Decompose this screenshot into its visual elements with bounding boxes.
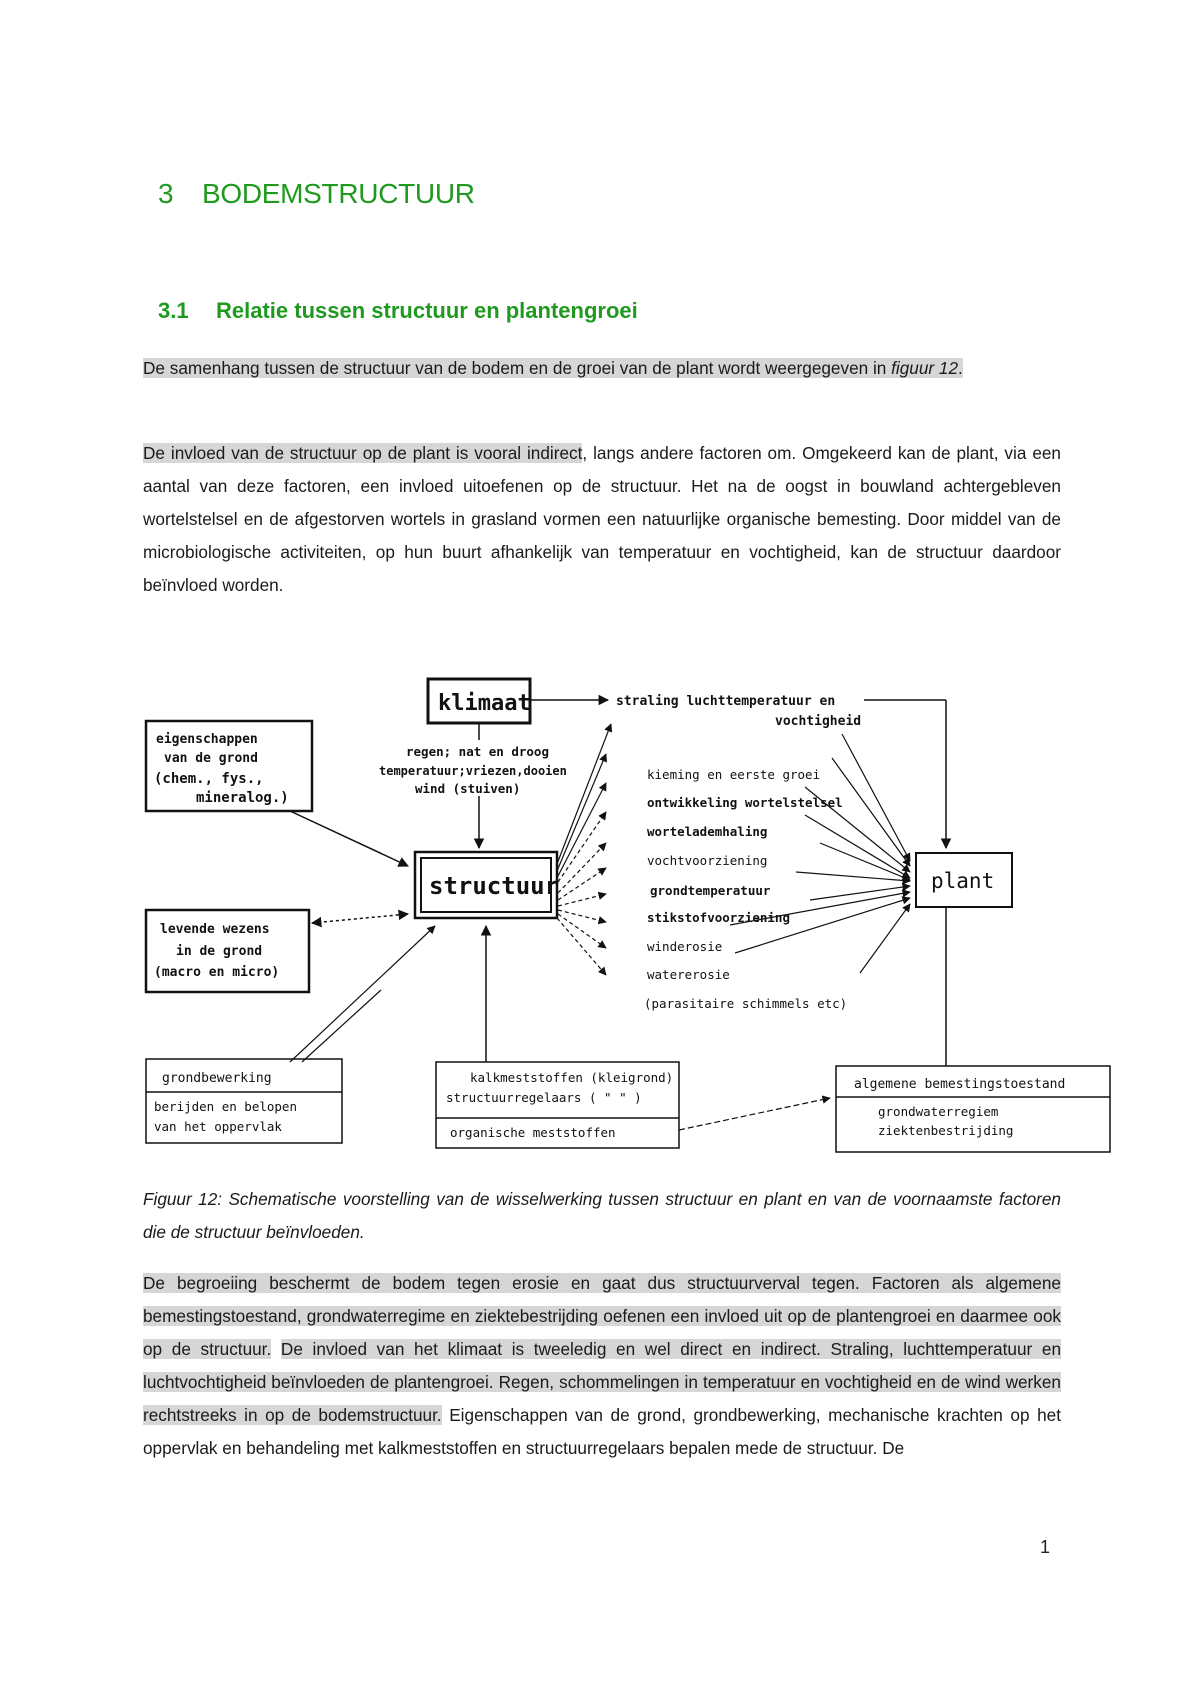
factor-wortelademhaling: wortelademhaling — [647, 824, 768, 839]
paragraph-intro — [143, 352, 1061, 385]
factor-winderosie: winderosie — [647, 939, 723, 954]
vochtigheid-label: vochtigheid — [775, 714, 862, 729]
figure-reference: figuur 12 — [891, 358, 959, 378]
highlighted-text: De invloed van de structuur op de plant is vooral indirect — [143, 443, 583, 463]
highlighted-text: De begroeiing beschermt de bodem tegen erosie en gaat dus structuurverval tegen. Factoren als algemene bemestingstoestand, grondwaterregime en ziektebestrijding oefenen een invloed uit op de plantengroei en daarmee ook op de structuur. — [143, 1273, 1061, 1359]
influence-text: , langs andere factoren om. Omgekeerd kan de plant, via een aantal van deze factoren, een invloed uitoefenen op de structuur. Het na de oogst in bouwland achtergebleven wortelstelsel en de afgestorven wortels in grasland vormen een natuurlijke organische bemesting. Door middel van de microbiologische activiteiten, op hun buurt afhankelijk van temperatuur en vochtigheid, kan de structuur daardoor beïnvloed worden. — [143, 443, 1061, 595]
vegetation-text: Eigenschappen van de grond, grondbewerking, mechanische krachten op het oppervlak en behandeling met kalkmeststoffen en structuurregelaars bepalen mede de structuur. De — [143, 1405, 1061, 1458]
eigenschappen-line-1: eigenschappen — [156, 732, 258, 747]
factor-watererosie: watererosie — [647, 967, 730, 982]
page-number: 1 — [1040, 1537, 1051, 1557]
highlighted-text: De invloed van het klimaat is tweeledig en wel direct en indirect. Straling, luchttemperatuur en luchtvochtigheid beïnvloeden de plantengroei. Regen, schommelingen in temperatuur en vochtigheid en de wind werken rechtstreeks in op de bodemstructuur. — [143, 1339, 1062, 1425]
regen-line-3: wind (stuiven) — [415, 781, 521, 796]
chapter-title: BODEMSTRUCTUUR — [202, 178, 475, 209]
highlighted-text — [143, 358, 963, 378]
structuur-label: structuur — [429, 872, 560, 900]
plant-label: plant — [931, 869, 995, 893]
straling-label: straling luchttemperatuur en — [616, 694, 836, 709]
factor-stikstofvoorziening: stikstofvoorziening — [647, 910, 790, 925]
section-heading — [158, 298, 638, 324]
factor-grondtemperatuur: grondtemperatuur — [650, 883, 771, 898]
paragraph-vegetation — [143, 1267, 1061, 1465]
berijden-line-2: van het oppervlak — [154, 1119, 282, 1134]
regen-line-2: temperatuur;vriezen,dooien — [379, 764, 567, 778]
klimaat-label: klimaat — [438, 691, 531, 716]
levende-line-3: (macro en micro) — [154, 965, 280, 980]
section-title: Relatie tussen structuur en plantengroei — [216, 298, 638, 323]
grondwater-line-1: grondwaterregiem — [878, 1104, 999, 1119]
chapter-number: 3 — [158, 178, 174, 209]
chapter-heading — [158, 178, 475, 210]
intro-end: . — [958, 358, 963, 378]
levende-line-2: in de grond — [176, 944, 263, 959]
section-number: 3.1 — [158, 298, 189, 323]
kalk-line-2: structuurregelaars ( " " ) — [446, 1090, 642, 1105]
organische-label: organische meststoffen — [450, 1125, 616, 1140]
eigenschappen-line-4: mineralog.) — [196, 790, 289, 806]
factor-parasitaire: (parasitaire schimmels etc) — [644, 996, 848, 1011]
grondbewerking-label: grondbewerking — [162, 1071, 272, 1086]
structure-diagram — [140, 668, 1116, 1164]
kalk-line-1: kalkmeststoffen (kleigrond) — [470, 1070, 674, 1085]
intro-text: De samenhang tussen de structuur van de bodem en de groei van de plant wordt weergegeven in — [143, 358, 887, 378]
levende-line-1: levende wezens — [160, 922, 270, 937]
eigenschappen-line-2: van de grond — [164, 751, 258, 766]
regen-line-1: regen; nat en droog — [406, 744, 549, 759]
berijden-line-1: berijden en belopen — [154, 1099, 297, 1114]
figure-caption: Figuur 12: Schematische voorstelling van de wisselwerking tussen structuur en plant en van de voornaamste factoren die de structuur beïnvloeden. — [143, 1189, 1061, 1242]
eigenschappen-line-3: (chem., fys., — [154, 771, 264, 787]
separator-space — [271, 1339, 281, 1359]
algemene-label: algemene bemestingstoestand — [854, 1077, 1066, 1092]
factor-vochtvoorziening: vochtvoorziening — [647, 853, 768, 868]
factor-wortelstelsel: ontwikkeling wortelstelsel — [647, 795, 843, 810]
grondwater-line-2: ziektenbestrijding — [878, 1123, 1014, 1138]
paragraph-influence — [143, 437, 1061, 602]
factor-kieming: kieming en eerste groei — [647, 767, 821, 782]
